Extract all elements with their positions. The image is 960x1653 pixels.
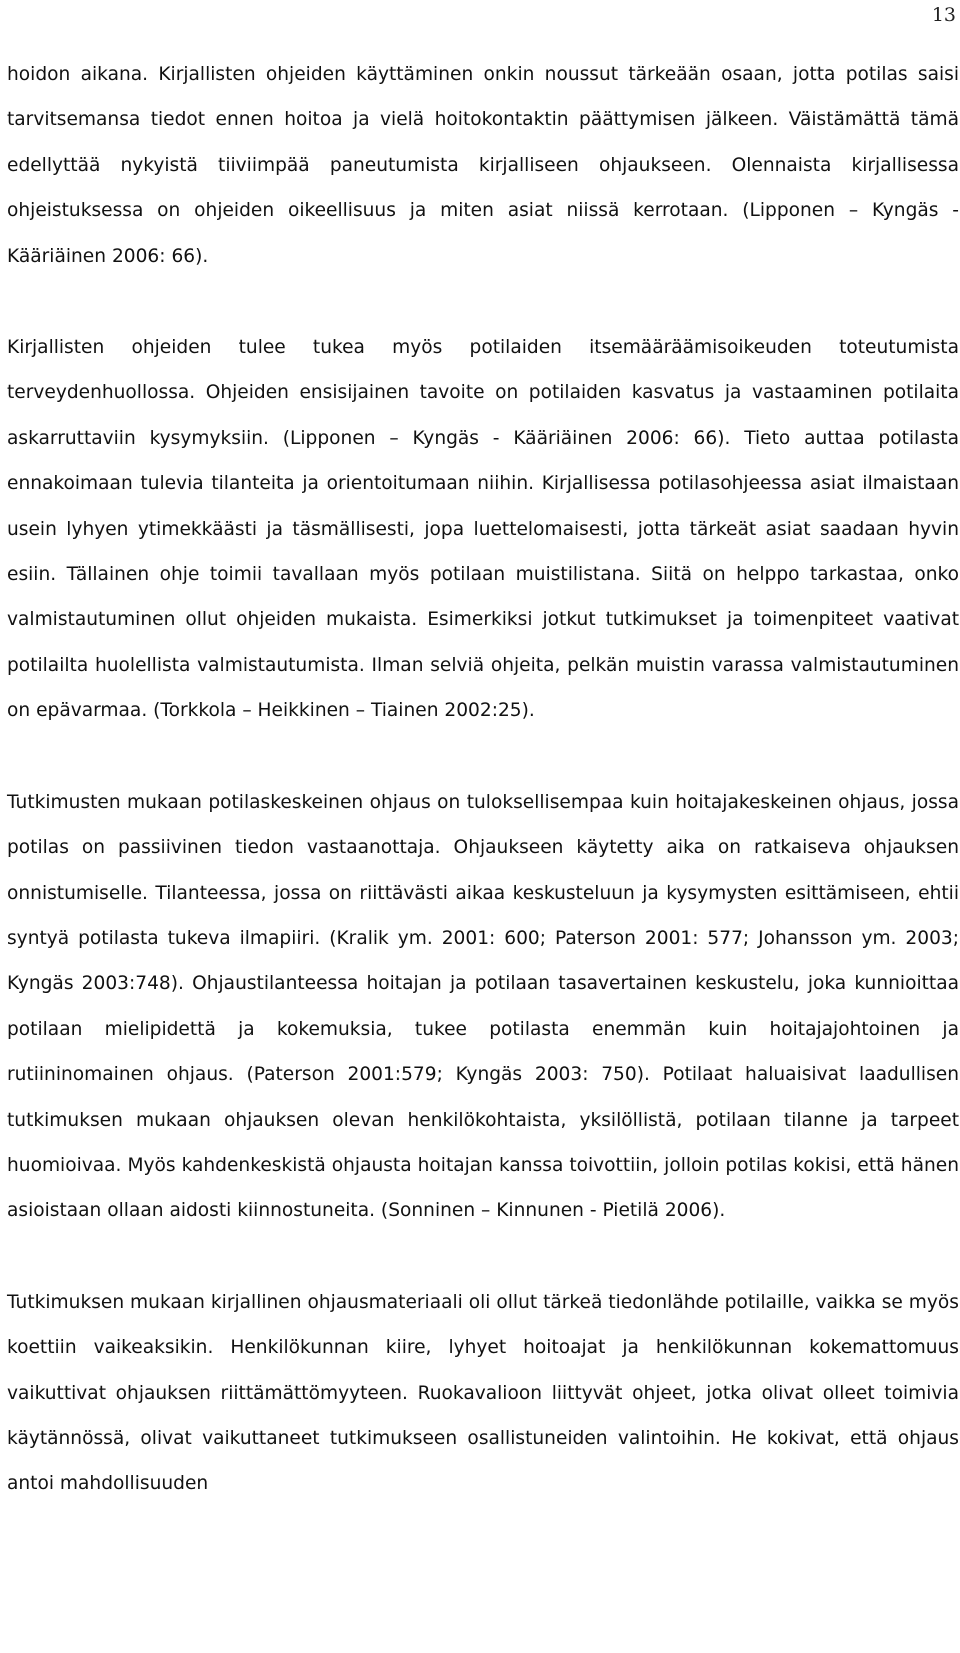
document-body [7, 52, 959, 1507]
page-number: 13 [931, 4, 956, 26]
paragraph-1: hoidon aikana. Kirjallisten ohjeiden käyttäminen onkin noussut tärkeään osaan, jotta potilas saisi tarvitsemansa tiedot ennen hoitoa ja vielä hoitokontaktin päättymisen jälkeen. Väistämättä tämä edellyttää nykyistä tiiviimpää paneutumista kirjalliseen ohjaukseen. Olennaista kirjallisessa ohjeistuksessa on ohjeiden oikeellisuus ja miten asiat niissä kerrotaan. (Lipponen – Kyngäs - Kääriäinen 2006: 66). [7, 64, 959, 267]
paragraph-3: Tutkimusten mukaan potilaskeskeinen ohjaus on tuloksellisempaa kuin hoitajakeskeinen ohjaus, jossa potilas on passiivinen tiedon vastaanottaja. Ohjaukseen käytetty aika on ratkaiseva ohjauksen onnistumiselle. Tilanteessa, jossa on riittävästi aikaa keskusteluun ja kysymysten esittämiseen, ehtii syntyä potilasta tukeva ilmapiiri. (Kralik ym. 2001: 600; Paterson 2001: 577; Johansson ym. 2003; Kyngäs 2003:748). Ohjaustilanteessa hoitajan ja potilaan tasavertainen keskustelu, joka kunnioittaa potilaan mielipidettä ja kokemuksia, tukee potilasta enemmän kuin hoitajajohtoinen ja rutiininomainen ohjaus. (Paterson 2001:579; Kyngäs 2003: 750). Potilaat haluaisivat laadullisen tutkimuksen mukaan ohjauksen olevan henkilökohtaista, yksilöllistä, potilaan tilanne ja tarpeet huomioivaa. Myös kahdenkeskistä ohjausta hoitajan kanssa toivottiin, jolloin potilas kokisi, että hänen asioistaan ollaan aidosti kiinnostuneita. (Sonninen – Kinnunen - Pietilä 2006). [7, 791, 959, 1222]
paragraph-4: Tutkimuksen mukaan kirjallinen ohjausmateriaali oli ollut tärkeä tiedonlähde potilaille, vaikka se myös koettiin vaikeaksikin. Henkilökunnan kiire, lyhyet hoitoajat ja henkilökunnan kokemattomuus vaikuttivat ohjauksen riittämättömyyteen. Ruokavalioon liittyvät ohjeet, jotka olivat olleet toimivia käytännössä, olivat vaikuttaneet tutkimukseen osallistuneiden valintoihin. He kokivat, että ohjaus antoi mahdollisuuden [7, 1291, 959, 1495]
paragraph-2: Kirjallisten ohjeiden tulee tukea myös potilaiden itsemääräämisoikeuden toteutumista terveydenhuollossa. Ohjeiden ensisijainen tavoite on potilaiden kasvatus ja vastaaminen potilaita askarruttaviin kysymyksiin. (Lipponen – Kyngäs - Kääriäinen 2006: 66). Tieto auttaa potilasta ennakoimaan tulevia tilanteita ja orientoitumaan niihin. Kirjallisessa potilasohjeessa asiat ilmaistaan usein lyhyen ytimekkäästi ja täsmällisesti, jopa luettelomaisesti, jotta tärkeät asiat saadaan hyvin esiin. Tällainen ohje toimii tavallaan myös potilaan muistilistana. Siitä on helppo tarkastaa, onko valmistautuminen ollut ohjeiden mukaista. Esimerkiksi jotkut tutkimukset ja toimenpiteet vaativat potilailta huolellista valmistautumista. Ilman selviä ohjeita, pelkän muistin varassa valmistautuminen on epävarmaa. (Torkkola – Heikkinen – Tiainen 2002:25). [7, 337, 959, 722]
